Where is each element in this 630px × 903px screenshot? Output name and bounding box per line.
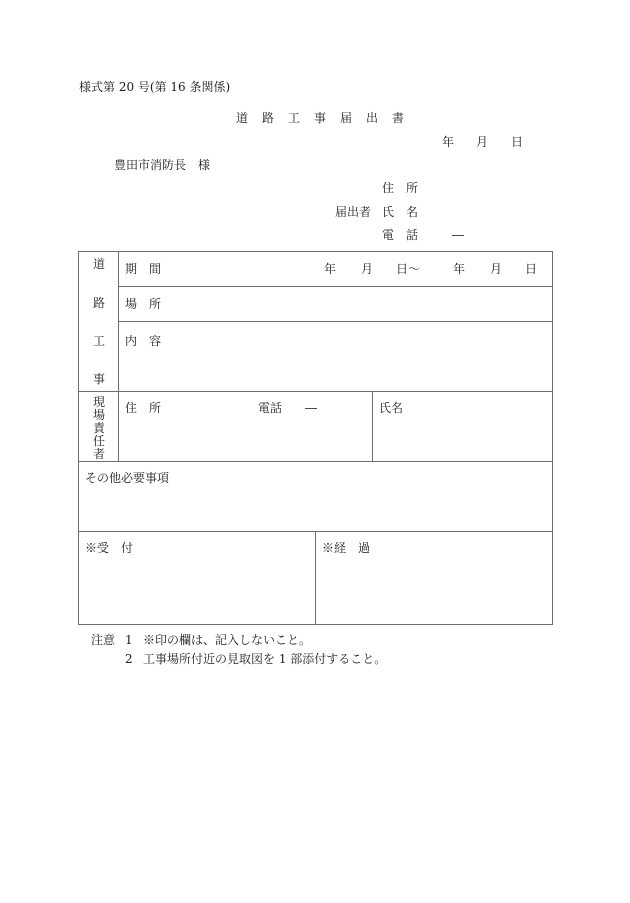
period-label: 期 間: [125, 262, 162, 276]
supervisor-char-2: 場: [93, 408, 106, 422]
supervisor-name-field[interactable]: [373, 416, 552, 461]
reception-field: [79, 558, 315, 624]
road-work-section-divider: [78, 391, 553, 392]
period-to-year: 年: [453, 262, 466, 276]
note-2-number: 2: [125, 652, 133, 666]
supervisor-address-label: 住 所: [125, 401, 162, 415]
road-work-char-2: 路: [93, 296, 106, 310]
date-month-label: 月: [476, 135, 489, 149]
content-label: 内 容: [125, 334, 162, 348]
notes-heading: 注意: [91, 633, 116, 647]
road-work-char-1: 道: [93, 257, 106, 271]
location-row-divider: [118, 321, 553, 322]
location-field[interactable]: [160, 287, 552, 321]
other-items-field[interactable]: [79, 487, 552, 531]
period-from-day: 日～: [396, 262, 421, 276]
period-from-month: 月: [361, 262, 374, 276]
applicant-phone-separator: ―: [452, 228, 464, 242]
document-title: 道 路 工 事 届 出 書: [236, 111, 406, 125]
applicant-phone-label: 電 話: [382, 228, 419, 242]
period-to-month: 月: [490, 262, 503, 276]
supervisor-address-field[interactable]: [119, 416, 372, 461]
note-1-text: ※印の欄は、記入しないこと。: [143, 633, 312, 647]
supervisor-phone-label: 電話: [258, 401, 283, 415]
progress-field: [316, 558, 552, 624]
note-2-text: 工事場所付近の見取図を 1 部添付すること。: [143, 652, 387, 666]
applicant-address-label: 住 所: [382, 181, 419, 195]
supervisor-char-3: 責: [93, 421, 106, 435]
supervisor-char-5: 者: [93, 447, 106, 461]
addressee: 豊田市消防長 様: [114, 158, 211, 172]
date-year-label: 年: [442, 135, 455, 149]
supervisor-name-label: 氏名: [379, 401, 404, 415]
applicant-name-label: 氏 名: [382, 205, 419, 219]
supervisor-char-4: 任: [93, 434, 106, 448]
other-items-label: その他必要事項: [85, 471, 170, 485]
supervisor-section-divider: [78, 461, 553, 462]
supervisor-phone-separator: ―: [305, 401, 317, 415]
applicant-label: 届出者: [335, 205, 372, 219]
period-from-year: 年: [324, 262, 337, 276]
form-number: 様式第 20 号(第 16 条関係): [79, 80, 231, 94]
date-day-label: 日: [511, 135, 524, 149]
road-work-char-3: 工: [93, 334, 106, 348]
supervisor-char-1: 現: [93, 395, 106, 409]
note-1-number: 1: [125, 633, 133, 647]
period-to-day: 日: [525, 262, 538, 276]
road-work-char-4: 事: [93, 372, 106, 386]
location-label: 場 所: [125, 297, 162, 311]
table-right-border: [552, 251, 553, 625]
content-field[interactable]: [119, 350, 552, 391]
progress-label: ※経 過: [322, 541, 371, 555]
reception-label: ※受 付: [85, 541, 134, 555]
